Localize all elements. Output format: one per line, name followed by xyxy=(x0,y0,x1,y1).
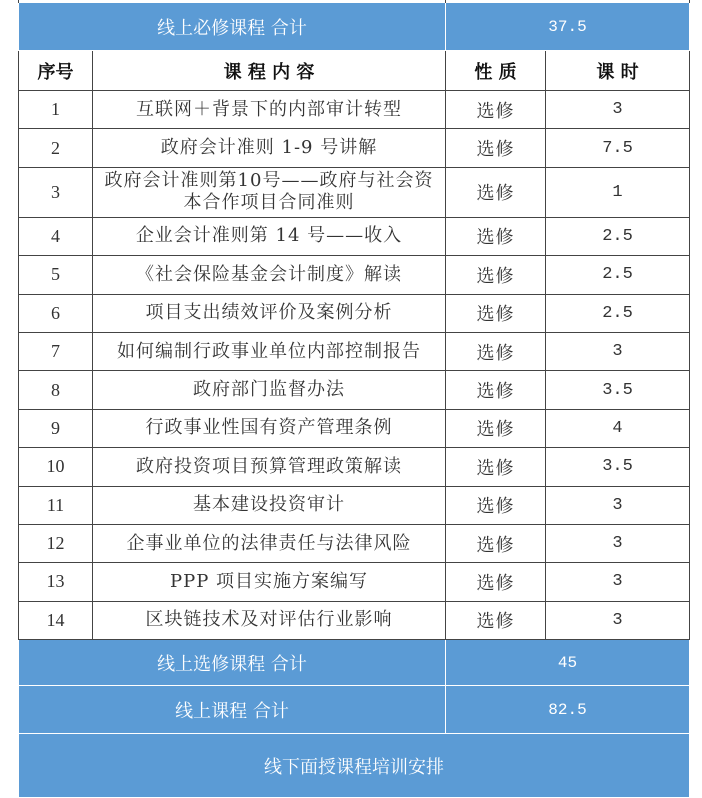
online-total-row xyxy=(18,686,690,734)
course-no: 2 xyxy=(18,129,93,167)
online-total-value: 82.5 xyxy=(446,686,690,734)
offline-section-title: 线下面授课程培训安排 xyxy=(18,734,690,797)
course-type: 选修 xyxy=(446,129,546,167)
course-hours: 3.5 xyxy=(546,371,690,409)
course-no: 8 xyxy=(18,371,93,409)
table-row xyxy=(18,218,690,256)
course-hours: 1 xyxy=(546,168,690,218)
table-row xyxy=(18,333,690,371)
table-row xyxy=(18,129,690,167)
course-type: 选修 xyxy=(446,295,546,333)
course-hours: 3 xyxy=(546,563,690,601)
table-row xyxy=(18,487,690,525)
table-row xyxy=(18,448,690,486)
course-hours: 3 xyxy=(546,525,690,563)
table-row xyxy=(18,410,690,448)
course-type: 选修 xyxy=(446,602,546,640)
course-no: 10 xyxy=(18,448,93,486)
course-hours: 3 xyxy=(546,487,690,525)
course-no: 14 xyxy=(18,602,93,640)
course-no: 5 xyxy=(18,256,93,294)
header-course-name: 课 程 内 容 xyxy=(93,51,446,91)
course-hours: 2.5 xyxy=(546,218,690,256)
course-no: 9 xyxy=(18,410,93,448)
course-type: 选修 xyxy=(446,218,546,256)
elective-total-value: 45 xyxy=(446,640,690,686)
course-name: 政府投资项目预算管理政策解读 xyxy=(93,448,446,486)
course-hours: 2.5 xyxy=(546,295,690,333)
course-no: 12 xyxy=(18,525,93,563)
offline-section-header xyxy=(18,734,690,797)
header-hours: 课 时 xyxy=(546,51,690,91)
course-name: 如何编制行政事业单位内部控制报告 xyxy=(93,333,446,371)
table-row xyxy=(18,91,690,129)
course-table xyxy=(18,0,690,797)
course-type: 选修 xyxy=(446,168,546,218)
table-row xyxy=(18,563,690,601)
course-hours: 2.5 xyxy=(546,256,690,294)
table-row xyxy=(18,168,690,218)
course-no: 7 xyxy=(18,333,93,371)
header-no: 序号 xyxy=(18,51,93,91)
course-hours: 3 xyxy=(546,91,690,129)
table-row xyxy=(18,602,690,640)
table-body xyxy=(18,91,690,640)
course-hours: 3 xyxy=(546,333,690,371)
table-row xyxy=(18,256,690,294)
course-type: 选修 xyxy=(446,525,546,563)
course-no: 1 xyxy=(18,91,93,129)
course-no: 13 xyxy=(18,563,93,601)
course-hours: 4 xyxy=(546,410,690,448)
required-total-row xyxy=(18,3,690,51)
course-name: 政府会计准则第10号——政府与社会资 本合作项目合同准则 xyxy=(93,168,446,218)
table-row xyxy=(18,295,690,333)
course-name: 区块链技术及对评估行业影响 xyxy=(93,602,446,640)
course-no: 3 xyxy=(18,168,93,218)
course-type: 选修 xyxy=(446,448,546,486)
course-name: 行政事业性国有资产管理条例 xyxy=(93,410,446,448)
course-no: 4 xyxy=(18,218,93,256)
course-type: 选修 xyxy=(446,487,546,525)
course-name: 基本建设投资审计 xyxy=(93,487,446,525)
elective-total-label: 线上选修课程 合计 xyxy=(18,640,446,686)
course-type: 选修 xyxy=(446,563,546,601)
course-type: 选修 xyxy=(446,91,546,129)
course-hours: 3 xyxy=(546,602,690,640)
course-type: 选修 xyxy=(446,256,546,294)
required-total-value: 37.5 xyxy=(446,3,690,51)
course-name: 企事业单位的法律责任与法律风险 xyxy=(93,525,446,563)
course-no: 6 xyxy=(18,295,93,333)
table-header-row xyxy=(18,51,690,91)
elective-total-row xyxy=(18,640,690,686)
course-type: 选修 xyxy=(446,371,546,409)
required-total-label: 线上必修课程 合计 xyxy=(18,3,446,51)
course-name: PPP 项目实施方案编写 xyxy=(93,563,446,601)
course-name: 项目支出绩效评价及案例分析 xyxy=(93,295,446,333)
course-no: 11 xyxy=(18,487,93,525)
course-hours: 3.5 xyxy=(546,448,690,486)
header-type: 性 质 xyxy=(446,51,546,91)
course-name: 《社会保险基金会计制度》解读 xyxy=(93,256,446,294)
table-row xyxy=(18,371,690,409)
online-total-label: 线上课程 合计 xyxy=(18,686,446,734)
course-name: 政府会计准则 1-9 号讲解 xyxy=(93,129,446,167)
course-name: 互联网＋背景下的内部审计转型 xyxy=(93,91,446,129)
course-hours: 7.5 xyxy=(546,129,690,167)
table-row xyxy=(18,525,690,563)
course-name: 企业会计准则第 14 号——收入 xyxy=(93,218,446,256)
course-type: 选修 xyxy=(446,410,546,448)
course-name: 政府部门监督办法 xyxy=(93,371,446,409)
course-type: 选修 xyxy=(446,333,546,371)
